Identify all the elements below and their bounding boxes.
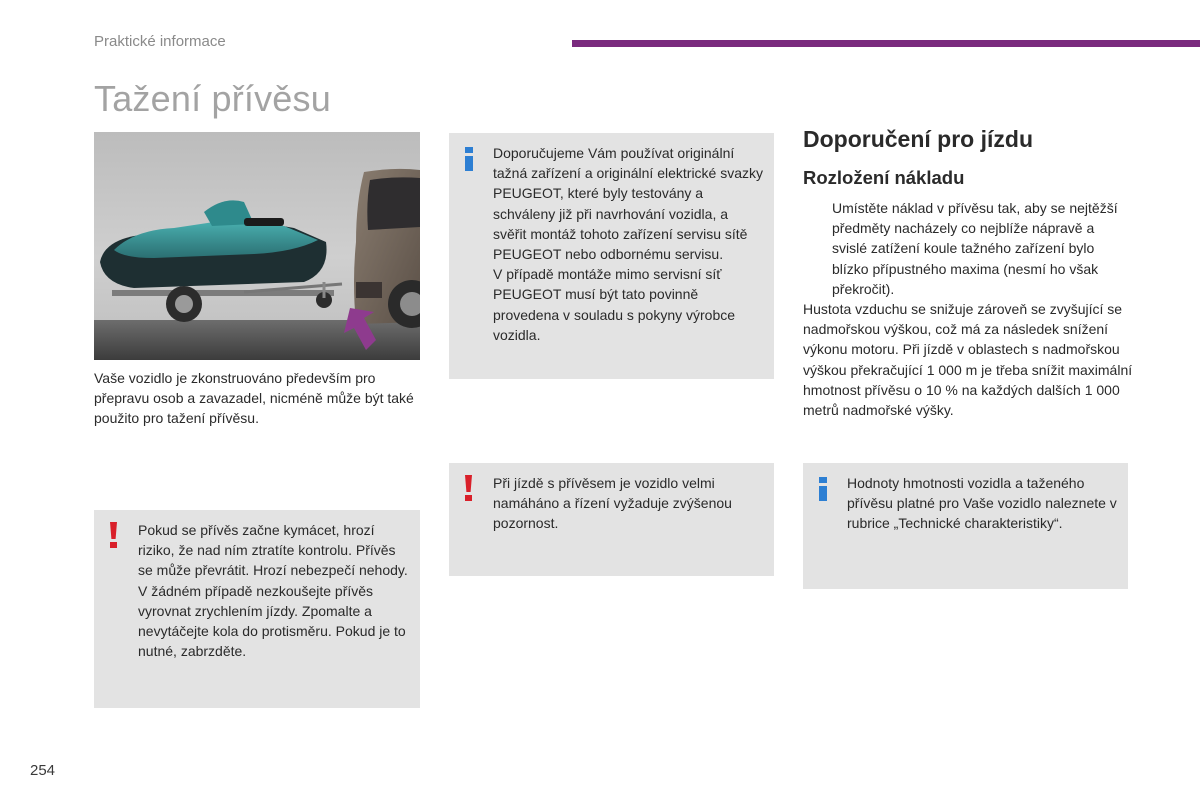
info-box-1-paragraph-1: Doporučujeme Vám používat originální tažná zařízení a originální elektrické svazky PEUGEOT, které byly testovány a schváleny již při navrhování vozidla, a svěřit montáž tohoto zařízení servisu sítě PEUGEOT nebo odbornému servisu. bbox=[493, 145, 764, 263]
info-box-technical-characteristics bbox=[803, 463, 1128, 589]
warning-box-increased-attention bbox=[449, 463, 774, 576]
warning-box-2-paragraph-1: Pokud se přívěs začne kymácet, hrozí riziko, že nad ním ztratíte kontrolu. Přívěs se může převrátit. Hrozí nebezpečí nehody. bbox=[138, 522, 408, 579]
info-box-2-text: Hodnoty hmotnosti vozidla a taženého přívěsu platné pro Vaše vozidlo naleznete v rubrice „Technické charakteristiky“. bbox=[847, 475, 1117, 532]
warning-box-1-text: Při jízdě s přívěsem je vozidlo velmi namáháno a řízení vyžaduje zvýšenou pozornost. bbox=[493, 475, 732, 532]
info-box-1-paragraph-2: V případě montáže mimo servisní síť PEUGEOT musí být tato povinně provedena v souladu s pokyny výrobce vozidla. bbox=[493, 266, 736, 343]
driving-advice-heading: Doporučení pro jízdu bbox=[803, 126, 1033, 152]
warning-box-trailer-sway bbox=[94, 510, 420, 708]
intro-text: Vaše vozidlo je zkonstruováno především pro přepravu osob a zavazadel, nicméně může být také použito pro tažení přívěsu. bbox=[94, 370, 414, 427]
section-label: Praktické informace bbox=[94, 33, 226, 50]
driving-advice-body bbox=[803, 198, 1133, 420]
car-towing-jet-ski-trailer-illustration bbox=[94, 132, 420, 360]
page-title: Tažení přívěsu bbox=[94, 78, 331, 119]
warning-icon bbox=[463, 475, 475, 501]
list-item bbox=[803, 198, 1133, 299]
header-accent-bar bbox=[572, 40, 1200, 47]
info-icon bbox=[819, 477, 827, 501]
altitude-paragraph: Hustota vzduchu se snižuje zároveň se zvyšující se nadmořskou výškou, což má za následek snížení výkonu motoru. Při jízdě v oblastech s nadmořskou výškou překračující 1 000 m je třeba snížit maximální hmotnost přívěsu o 10 % na každých dalších 1 000 metrů nadmořské výšky. bbox=[803, 301, 1133, 419]
load-distribution-subheading: Rozložení nákladu bbox=[803, 167, 965, 188]
page-number: 254 bbox=[30, 762, 56, 779]
info-box-original-equipment bbox=[449, 133, 774, 379]
bullet-text: Umístěte náklad v přívěsu tak, aby se nejtěžší předměty nacházely co nejblíže nápravě a svislé zatížení koule tažného zařízení bylo blízko přípustného maxima (nesmí ho však překročit). bbox=[832, 200, 1118, 297]
car-rear-shape bbox=[354, 169, 420, 328]
warning-box-2-paragraph-2: V žádném případě nezkoušejte přívěs vyrovnat zrychlením jízdy. Zpomalte a nevytáčejte kola do protisměru. Pokud je to nutné, zabrzděte. bbox=[138, 582, 406, 660]
warning-icon bbox=[108, 522, 120, 548]
info-icon bbox=[465, 147, 473, 171]
